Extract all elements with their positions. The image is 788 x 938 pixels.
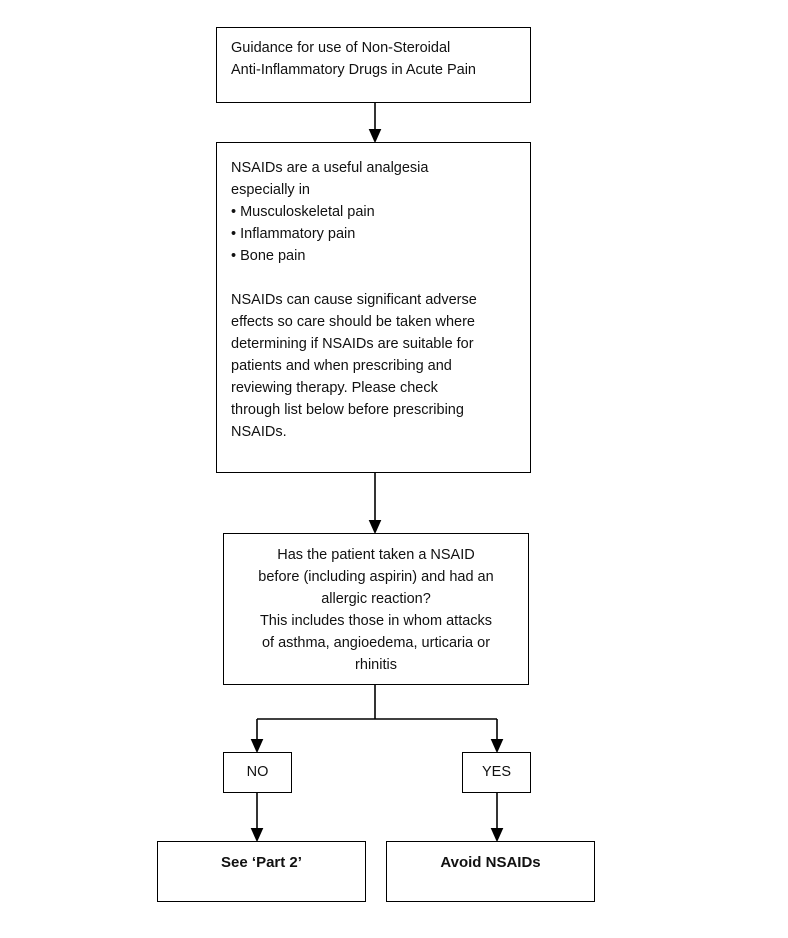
info-paragraph-line-4: patients and when prescribing and	[231, 358, 452, 374]
info-spacer	[231, 267, 516, 289]
info-intro-line-2: especially in	[231, 182, 310, 198]
info-paragraph-line-5: reviewing therapy. Please check	[231, 380, 438, 396]
list-item: • Inflammatory pain	[231, 226, 356, 242]
info-paragraph-line-6: through list below before prescribing	[231, 402, 464, 418]
question-line-3: allergic reaction?	[321, 591, 431, 607]
question-line-4: This includes those in whom attacks	[259, 613, 493, 629]
question-line-2: before (including aspirin) and had an	[258, 569, 494, 585]
info-paragraph-line-2: effects so care should be taken where	[231, 314, 475, 330]
info-paragraph-line-3: determining if NSAIDs are suitable for	[231, 336, 474, 352]
info-paragraph-line-1: NSAIDs can cause significant adverse	[231, 292, 477, 308]
title-line-1: Guidance for use of Non-Steroidal	[231, 40, 451, 56]
question-box	[223, 533, 529, 685]
decision-yes-box	[462, 752, 531, 793]
decision-yes-label: YES	[481, 764, 511, 780]
info-bullet-list	[231, 201, 516, 267]
decision-no-box	[223, 752, 292, 793]
question-line-1: Has the patient taken a NSAID	[277, 547, 475, 563]
info-box	[216, 142, 531, 473]
question-line-6: rhinitis	[355, 657, 397, 673]
list-item: • Musculoskeletal pain	[231, 204, 375, 220]
info-intro-line-1: NSAIDs are a useful analgesia	[231, 160, 429, 176]
outcome-avoid-nsaids-label: Avoid NSAIDs	[440, 854, 541, 871]
info-paragraph-line-7: NSAIDs.	[231, 424, 287, 440]
title-box	[216, 27, 531, 103]
outcome-see-part-2-label: See ‘Part 2’	[221, 854, 302, 871]
question-line-5: of asthma, angioedema, urticaria or	[261, 635, 491, 651]
decision-no-label: NO	[246, 764, 269, 780]
list-item: • Bone pain	[231, 248, 306, 264]
outcome-see-part-2-box	[157, 841, 366, 902]
outcome-avoid-nsaids-box	[386, 841, 595, 902]
title-line-2: Anti-Inflammatory Drugs in Acute Pain	[231, 62, 476, 78]
